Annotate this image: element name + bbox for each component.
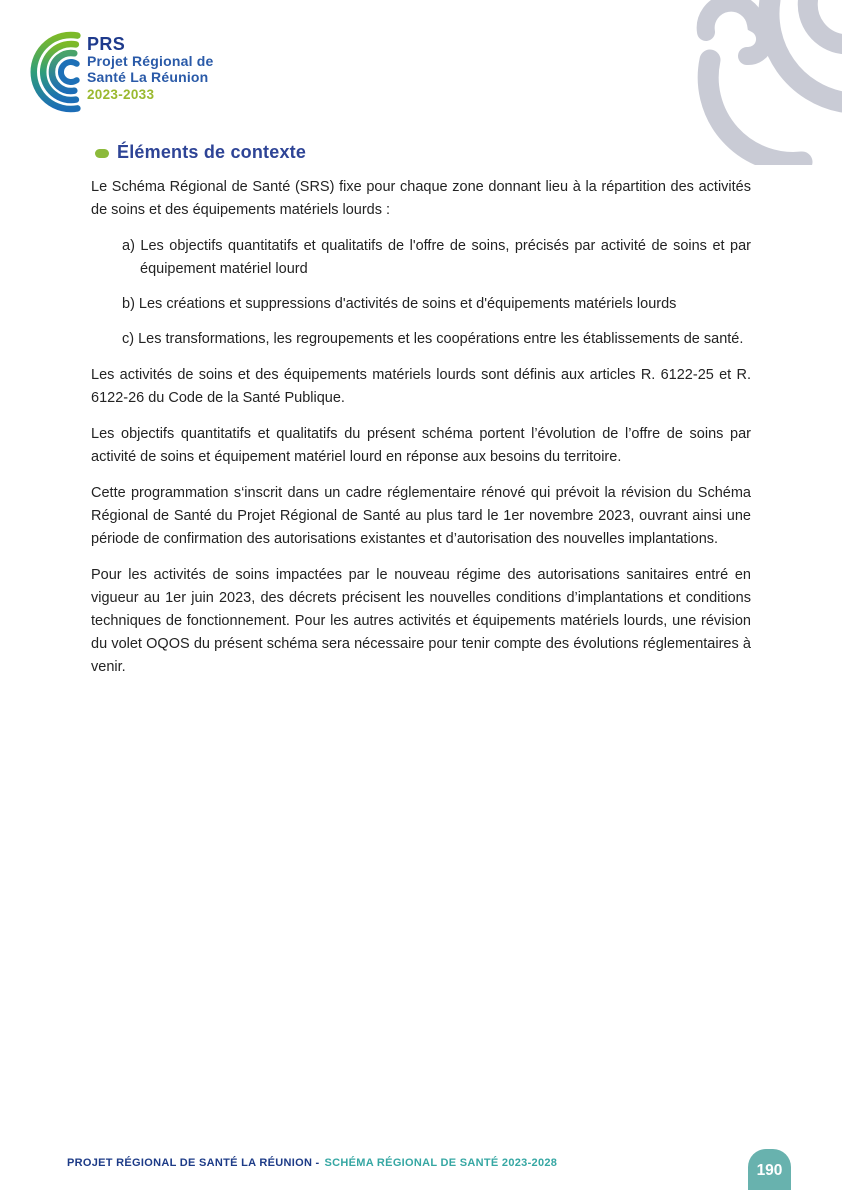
logo-years: 2023-2033	[87, 87, 155, 102]
lettered-list	[91, 235, 751, 351]
corner-watermark-arcs-icon	[692, 0, 842, 165]
body-paragraph: Pour les activités de soins impactées par le nouveau régime des autorisations sanitaires entré en vigueur au 1er juin 2023, des décrets précisent les nouvelles conditions d’implantations et conditions techniques de fonctionnement. Pour les autres activités et équipements matériels lourds, une révision du volet OQOS du présent schéma sera nécessaire pour tenir compte des évolutions réglementaires à venir.	[91, 567, 751, 675]
heading-bullet-icon	[95, 149, 109, 158]
body-paragraph: Cette programmation s‘inscrit dans un cadre réglementaire rénové qui prévoit la révision du Schéma Régional de Santé du Projet Régional de Santé au plus tard le 1er novembre 2023, ouvrant ainsi une période de confirmation des autorisations existantes et d’autorisation des nouvelles implantations.	[91, 485, 751, 547]
body-paragraph: Les objectifs quantitatifs et qualitatifs du présent schéma portent l’évolution de l’offre de soins par activité de soins et équipement matériel lourd en réponse aux besoins du territoire.	[91, 426, 751, 465]
logo-title-line2: Santé La Réunion	[87, 68, 209, 85]
prs-logo	[28, 30, 214, 114]
intro-paragraph: Le Schéma Régional de Santé (SRS) fixe pour chaque zone donnant lieu à la répartition des activités de soins et des équipements matériels lourds :	[91, 179, 751, 218]
section-title: Éléments de contexte	[117, 142, 307, 162]
list-item-c: c) Les transformations, les regroupements et les coopérations entre les établissements de santé.	[122, 331, 744, 347]
page-content	[91, 142, 751, 692]
footer-text	[67, 1157, 557, 1169]
prs-logo-text	[87, 30, 214, 102]
footer-document-title: PROJET RÉGIONAL DE SANTÉ LA RÉUNION -	[67, 1157, 320, 1169]
list-item-a: a) Les objectifs quantitatifs et qualitatifs de l'offre de soins, précisés par activité de soins et par équipement matériel lourd	[122, 238, 751, 277]
prs-logo-arcs-icon	[28, 30, 84, 114]
list-item-b: b) Les créations et suppressions d'activités de soins et d'équipements matériels lourds	[122, 296, 677, 312]
logo-acronym: PRS	[87, 34, 126, 54]
footer-schema-title: SCHÉMA RÉGIONAL DE SANTÉ 2023-2028	[324, 1157, 558, 1169]
page-number-badge: 190	[748, 1149, 791, 1190]
logo-title-line1: Projet Régional de	[87, 53, 214, 69]
body-paragraph: Les activités de soins et des équipements matériels lourds sont définis aux articles R. 6122-25 et R. 6122-26 du Code de la Santé Publique.	[91, 367, 751, 406]
section-heading	[91, 142, 751, 163]
